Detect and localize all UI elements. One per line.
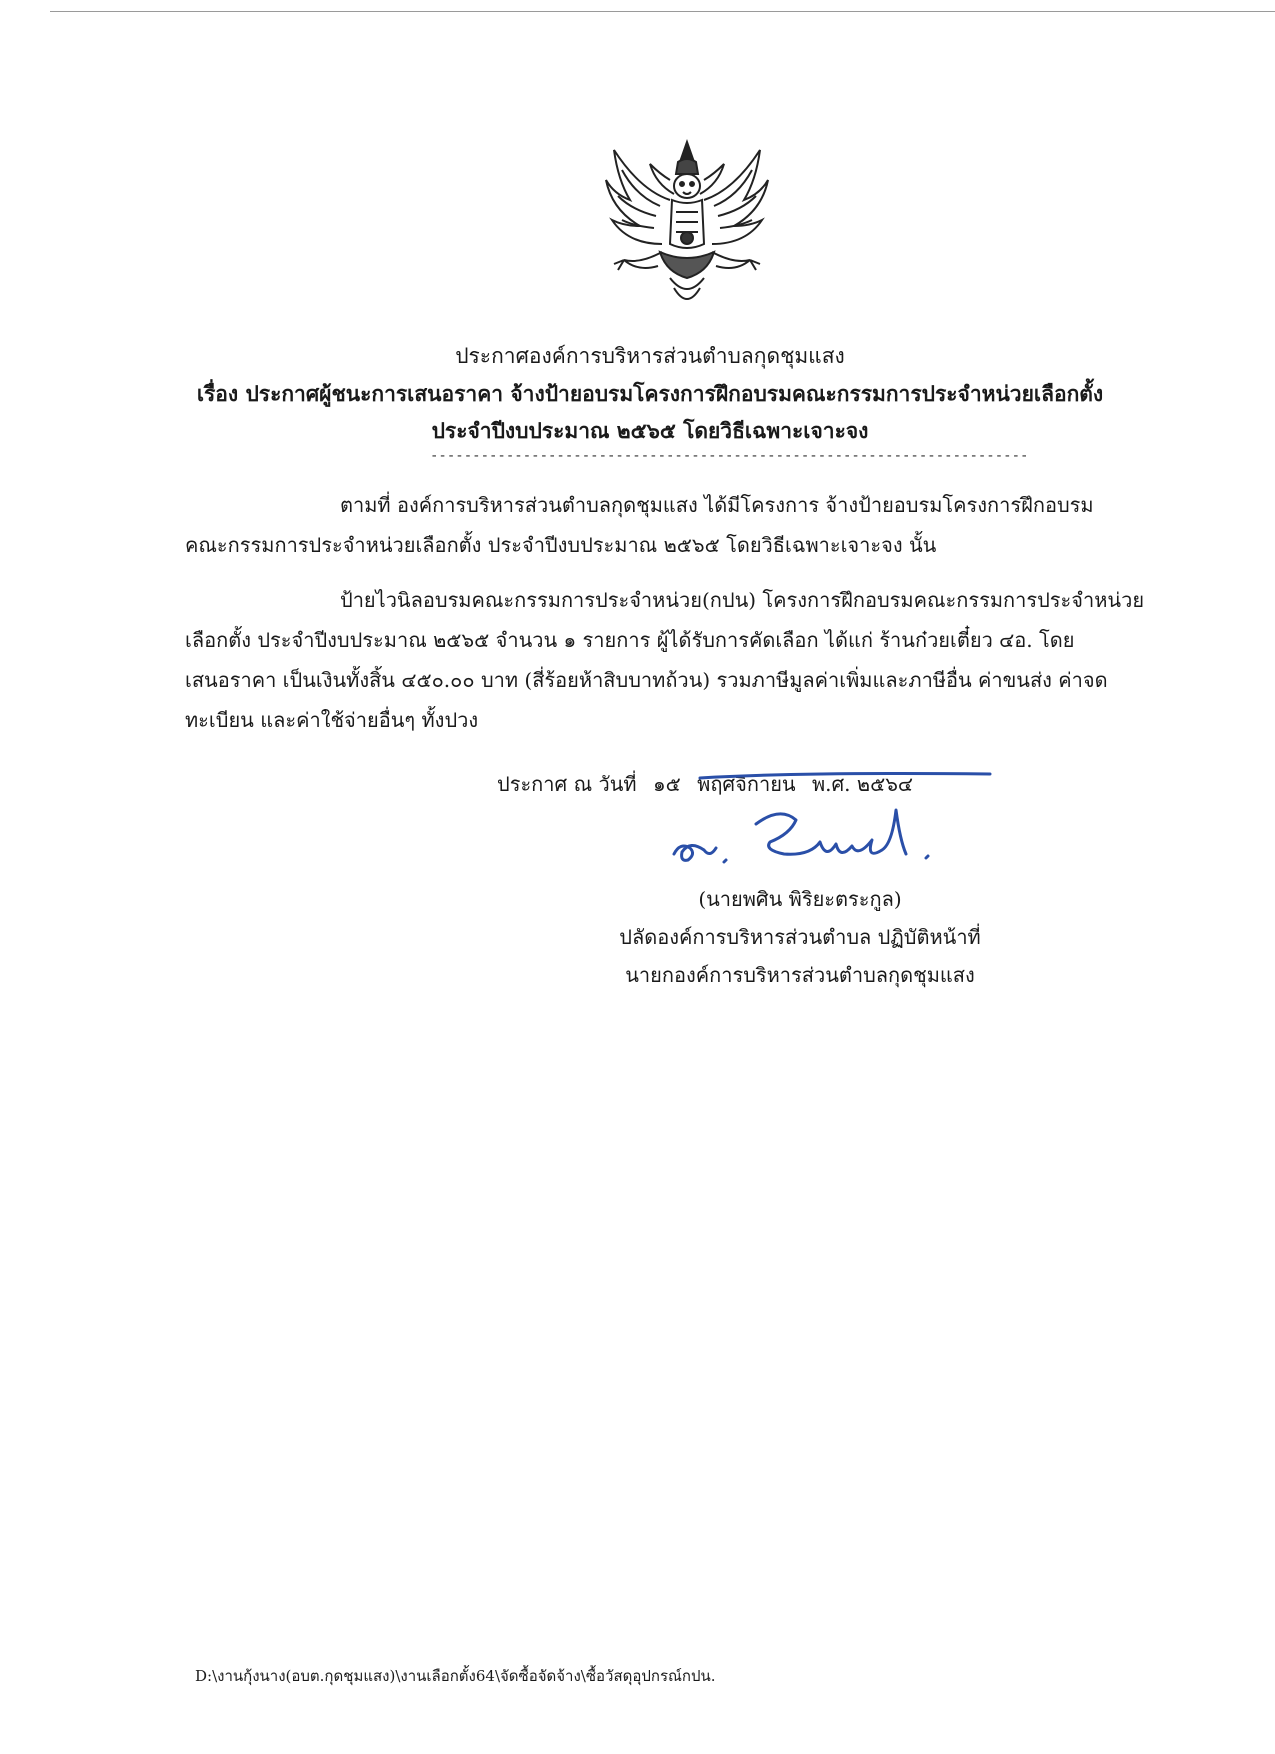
handwritten-signature [660,770,1020,870]
signatory-block [540,880,1060,994]
date-year: พ.ศ. ๒๕๖๔ [811,772,914,796]
footer-file-path: D:\งานกุ้งนาง(อบต.กุดชุมแสง)\งานเลือกตั้ง64\จัดซื้อจัดจ้าง\ซื้อวัสดุอุปกรณ์กปน. [195,1667,716,1685]
announcement-title: ประกาศองค์การบริหารส่วนตำบลกุดชุมแสง [455,344,845,368]
body-paragraph-1 [185,485,1175,565]
signatory-name: (นายพศิน พิริยะตระกูล) [698,887,902,911]
paragraph-2-line-2: เลือกตั้ง ประจำปีงบประมาณ ๒๕๖๕ จำนวน ๑ รายการ ผู้ได้รับการคัดเลือก ได้แก่ ร้านก๋วยเตี๋ยว ๔อ. โดย [185,628,1075,652]
signatory-position-2: นายกองค์การบริหารส่วนตำบลกุดชุมแสง [625,963,975,987]
body-paragraph-2 [185,580,1175,740]
paragraph-2-line-1: ป้ายไวนิลอบรมคณะกรรมการประจำหน่วย(กปน) โครงการฝึกอบรมคณะกรรมการประจำหน่วย [340,588,1145,612]
subject-line-2: ประจำปีงบประมาณ ๒๕๖๕ โดยวิธีเฉพาะเจาะจง [431,418,869,443]
date-month: พฤศจิกายน [697,772,796,796]
garuda-emblem-icon [600,140,775,315]
heading-divider: ----------------------------------------------------------------------- [430,448,1029,464]
signatory-position-1: ปลัดองค์การบริหารส่วนตำบล ปฏิบัติหน้าที่ [619,925,981,949]
date-label: ประกาศ ณ วันที่ [497,772,637,796]
subject-line-1: ประกาศผู้ชนะการเสนอราคา จ้างป้ายอบรมโครงการฝึกอบรมคณะกรรมการประจำหน่วยเลือกตั้ง [245,381,1104,406]
paragraph-2-line-4: ทะเบียน และค่าใช้จ่ายอื่นๆ ทั้งปวง [185,708,479,732]
top-edge-rule [50,11,1275,12]
paragraph-1-line-2: คณะกรรมการประจำหน่วยเลือกตั้ง ประจำปีงบประมาณ ๒๕๖๕ โดยวิธีเฉพาะเจาะจง นั้น [185,533,937,557]
date-day: ๑๕ [652,772,681,796]
announcement-subject [150,375,1150,412]
paragraph-2-line-3: เสนอราคา เป็นเงินทั้งสิ้น ๔๕๐.๐๐ บาท (สี่ร้อยห้าสิบบาทถ้วน) รวมภาษีมูลค่าเพิ่มและภาษีอื่น ค่าขนส่ง ค่าจด [185,668,1108,692]
subject-label: เรื่อง [196,381,239,406]
paragraph-1-line-1: ตามที่ องค์การบริหารส่วนตำบลกุดชุมแสง ได้มีโครงการ จ้างป้ายอบรมโครงการฝึกอบรม [340,493,1094,517]
announcement-heading [150,338,1150,449]
